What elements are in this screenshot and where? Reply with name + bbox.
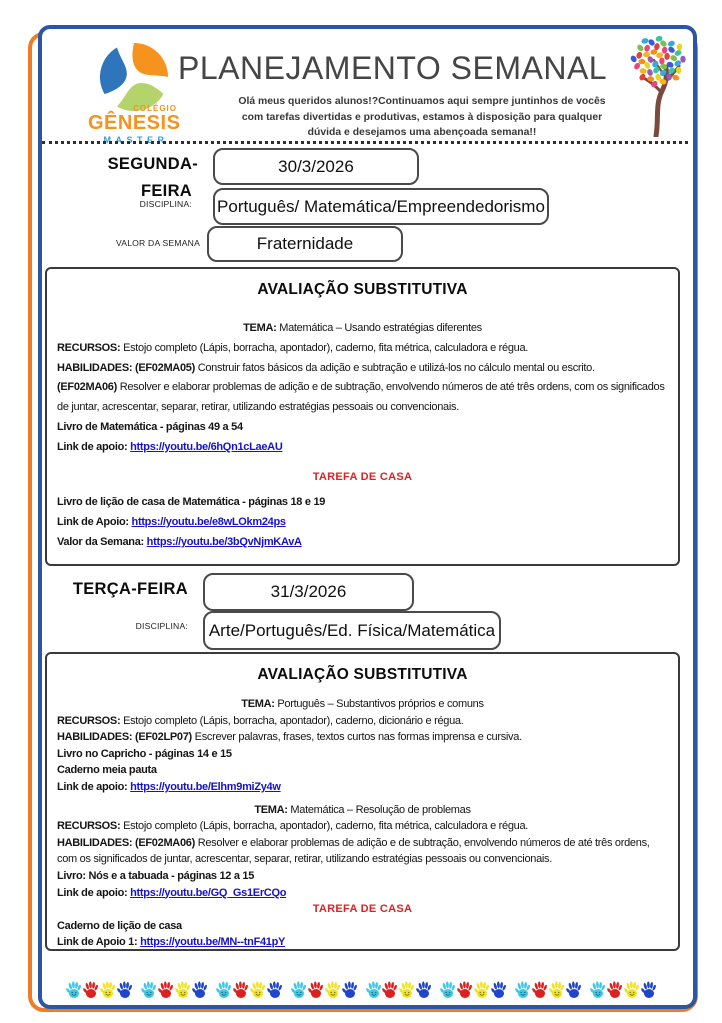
logo-genesis-label: GÊNESIS	[88, 112, 181, 134]
support-link[interactable]: https://youtu.be/GQ_Gs1ErCQo	[130, 886, 287, 899]
label-text: Caderno meia pauta	[57, 764, 157, 777]
label-text: Link de apoio:	[57, 780, 131, 793]
support-link[interactable]: https://youtu.be/6hQn1cLaeAU	[130, 440, 283, 453]
content-line	[57, 835, 668, 868]
handprint-border	[66, 979, 658, 1000]
handprint-icon	[474, 979, 490, 1000]
label-text: TEMA:	[254, 803, 288, 816]
content-line	[57, 378, 668, 418]
handprint-icon	[416, 979, 432, 1000]
label-text: HABILIDADES: (EF02MA05)	[57, 361, 195, 374]
handprint-icon	[491, 979, 507, 1000]
valor-da-semana-field	[207, 226, 403, 262]
handprint-icon	[457, 979, 473, 1000]
label-text: TEMA:	[243, 322, 277, 334]
logo-master-label: MASTER	[103, 135, 169, 145]
content-line	[57, 802, 668, 819]
page-title: PLANEJAMENTO SEMANAL	[178, 50, 608, 86]
handprint-icon	[267, 979, 283, 1000]
box-title: AVALIAÇÃO SUBSTITUTIVA	[257, 281, 468, 298]
monday-lines	[57, 319, 668, 553]
day-label-tuesday: TERÇA-FEIRA	[72, 580, 188, 598]
school-logo	[88, 40, 180, 145]
handprint-icon	[233, 979, 249, 1000]
label-text: Link de Apoio 1:	[57, 936, 141, 949]
content-line	[57, 438, 668, 458]
body-text: Escrever palavras, frases, textos curtos nas formas imprensa e cursiva.	[191, 731, 522, 744]
handprint-icon	[532, 979, 548, 1000]
handprint-icon	[117, 979, 133, 1000]
handprint-icon	[325, 979, 341, 1000]
handprint-icon	[100, 979, 116, 1000]
school-logo-icon	[97, 40, 171, 114]
content-line	[57, 868, 668, 885]
label-text: Livro de Matemática - páginas 49 a 54	[57, 420, 243, 433]
valor-value: Fraternidade	[256, 234, 354, 253]
disciplina-field	[203, 611, 501, 650]
body-text: Estojo completo (Lápis, borracha, apontador), caderno, dicionário e régua.	[120, 714, 464, 727]
label-text: RECURSOS:	[57, 341, 121, 354]
handprint-icon	[308, 979, 324, 1000]
content-line	[57, 779, 668, 796]
content-line	[57, 359, 668, 379]
handprint-icon	[382, 979, 398, 1000]
handprint-icon	[515, 979, 531, 1000]
content-line	[57, 533, 668, 553]
content-line	[57, 713, 668, 730]
handprint-icon	[590, 979, 606, 1000]
handprint-icon	[66, 979, 82, 1000]
body-text: Matemática – Resolução de problemas	[287, 803, 471, 816]
content-line	[57, 418, 668, 438]
content-line	[57, 762, 668, 779]
box-title: AVALIAÇÃO SUBSTITUTIVA	[257, 666, 468, 683]
content-line	[57, 493, 668, 513]
label-text: Link de apoio:	[57, 440, 131, 453]
content-line	[57, 319, 668, 339]
handprint-icon	[158, 979, 174, 1000]
handprint-icon	[141, 979, 157, 1000]
body-text: Estojo completo (Lápis, borracha, apontador), caderno, fita métrica, calculadora e régua.	[120, 820, 529, 833]
handprint-icon	[83, 979, 99, 1000]
disciplina-field	[213, 188, 549, 225]
content-line	[57, 339, 668, 359]
handprint-icon	[440, 979, 456, 1000]
label-text: Livro de lição de casa de Matemática - páginas 18 e 19	[57, 496, 326, 509]
handprint-icon	[342, 979, 358, 1000]
valor-da-semana-label: VALOR DA SEMANA	[115, 238, 200, 248]
disciplina-label: DISCIPLINA:	[135, 621, 188, 631]
homework-title-text: TAREFA DE CASA	[312, 470, 413, 483]
date-field	[213, 148, 419, 185]
label-text: Livro no Capricho - páginas 14 e 15	[57, 747, 232, 760]
body-text: Estojo completo (Lápis, borracha, apontador), caderno, fita métrica, calculadora e régua.	[120, 341, 529, 354]
support-link[interactable]: https://youtu.be/Elhm9miZy4w	[130, 780, 281, 793]
support-link[interactable]: https://youtu.be/MN--tnF41pY	[140, 936, 286, 949]
support-link[interactable]: https://youtu.be/3bQvNjmKAvA	[146, 535, 302, 548]
monday-content-box	[45, 267, 680, 566]
handprint-icon	[399, 979, 415, 1000]
label-text: HABILIDADES: (EF02LP07)	[57, 731, 192, 744]
homework-title-text: TAREFA DE CASA	[312, 903, 413, 916]
disciplina-value: Arte/Português/Ed. Física/Matemática	[208, 620, 496, 640]
tuesday-content-box	[45, 652, 680, 951]
content-line	[57, 696, 668, 713]
content-line	[57, 885, 668, 902]
date-field	[203, 573, 414, 611]
handprint-icon	[607, 979, 623, 1000]
label-text: TEMA:	[241, 698, 275, 710]
label-text: (EF02MA06)	[57, 381, 117, 394]
logo-colegio-label: COLÉGIO	[133, 104, 177, 113]
content-line	[57, 746, 668, 763]
handprint-icon	[291, 979, 307, 1000]
body-text: Português – Substantivos próprios e comuns	[274, 698, 484, 710]
date-value: 31/3/2026	[270, 582, 347, 601]
handprint-icon	[216, 979, 232, 1000]
handprint-icon	[250, 979, 266, 1000]
label-text: HABILIDADES: (EF02MA06)	[57, 836, 195, 849]
handprint-icon	[175, 979, 191, 1000]
content-line	[57, 513, 668, 533]
body-text: Matemática – Usando estratégias diferentes	[276, 322, 482, 334]
handprint-icon	[566, 979, 582, 1000]
content-line	[57, 818, 668, 835]
label-text: Livro: Nós e a tabuada - páginas 12 a 15	[57, 869, 255, 882]
label-text: Link de apoio:	[57, 886, 131, 899]
fingerprint-tree-icon	[620, 33, 698, 137]
support-link[interactable]: https://youtu.be/e8wLOkm24ps	[131, 516, 286, 529]
body-text: Construir fatos básicos da adição e subtração e utilizá-los no cálculo mental ou escrito.	[194, 361, 595, 374]
homework-heading	[57, 468, 668, 488]
date-value: 30/3/2026	[278, 156, 354, 176]
handprint-icon	[366, 979, 382, 1000]
body-text: Resolver e elaborar problemas de adição e de subtração, envolvendo números de até três ordens, com os significados de juntar, acrescentar, separar, retirar, utilizando estratégias pessoais ou convencionais.	[57, 381, 665, 414]
handprint-icon	[641, 979, 657, 1000]
body-text: Resolver e elaborar problemas de adição e de subtração, envolvendo números de até três ordens, com os significados de juntar, acrescentar, separar, retirar, utilizando estratégias pessoais ou convencionais.	[57, 836, 650, 866]
content-line	[57, 729, 668, 746]
label-text: Caderno de lição de casa	[57, 919, 182, 932]
homework-heading	[57, 901, 668, 918]
content-line	[57, 934, 668, 951]
content-line	[57, 918, 668, 935]
handprint-icon	[549, 979, 565, 1000]
intro-text: Olá meus queridos alunos!?Continuamos aqui sempre juntinhos de vocês com tarefas divertidas e produtivas, estamos à disposição para qualquer dúvida e desejamos uma abençoada semana!!	[238, 96, 606, 139]
disciplina-label: DISCIPLINA:	[139, 199, 192, 209]
handprint-icon	[624, 979, 640, 1000]
label-text: RECURSOS:	[57, 820, 121, 833]
disciplina-value: Português/ Matemática/Empreendedorismo	[217, 196, 545, 216]
handprint-icon	[192, 979, 208, 1000]
day-label-monday-line2: FEIRA	[141, 182, 192, 200]
day-label-monday-line1: SEGUNDA-	[107, 155, 198, 173]
label-text: RECURSOS:	[57, 714, 121, 727]
label-text: Link de Apoio:	[57, 516, 132, 529]
tuesday-lines	[57, 696, 668, 951]
dotted-divider	[42, 141, 688, 144]
label-text: Valor da Semana:	[57, 535, 147, 548]
